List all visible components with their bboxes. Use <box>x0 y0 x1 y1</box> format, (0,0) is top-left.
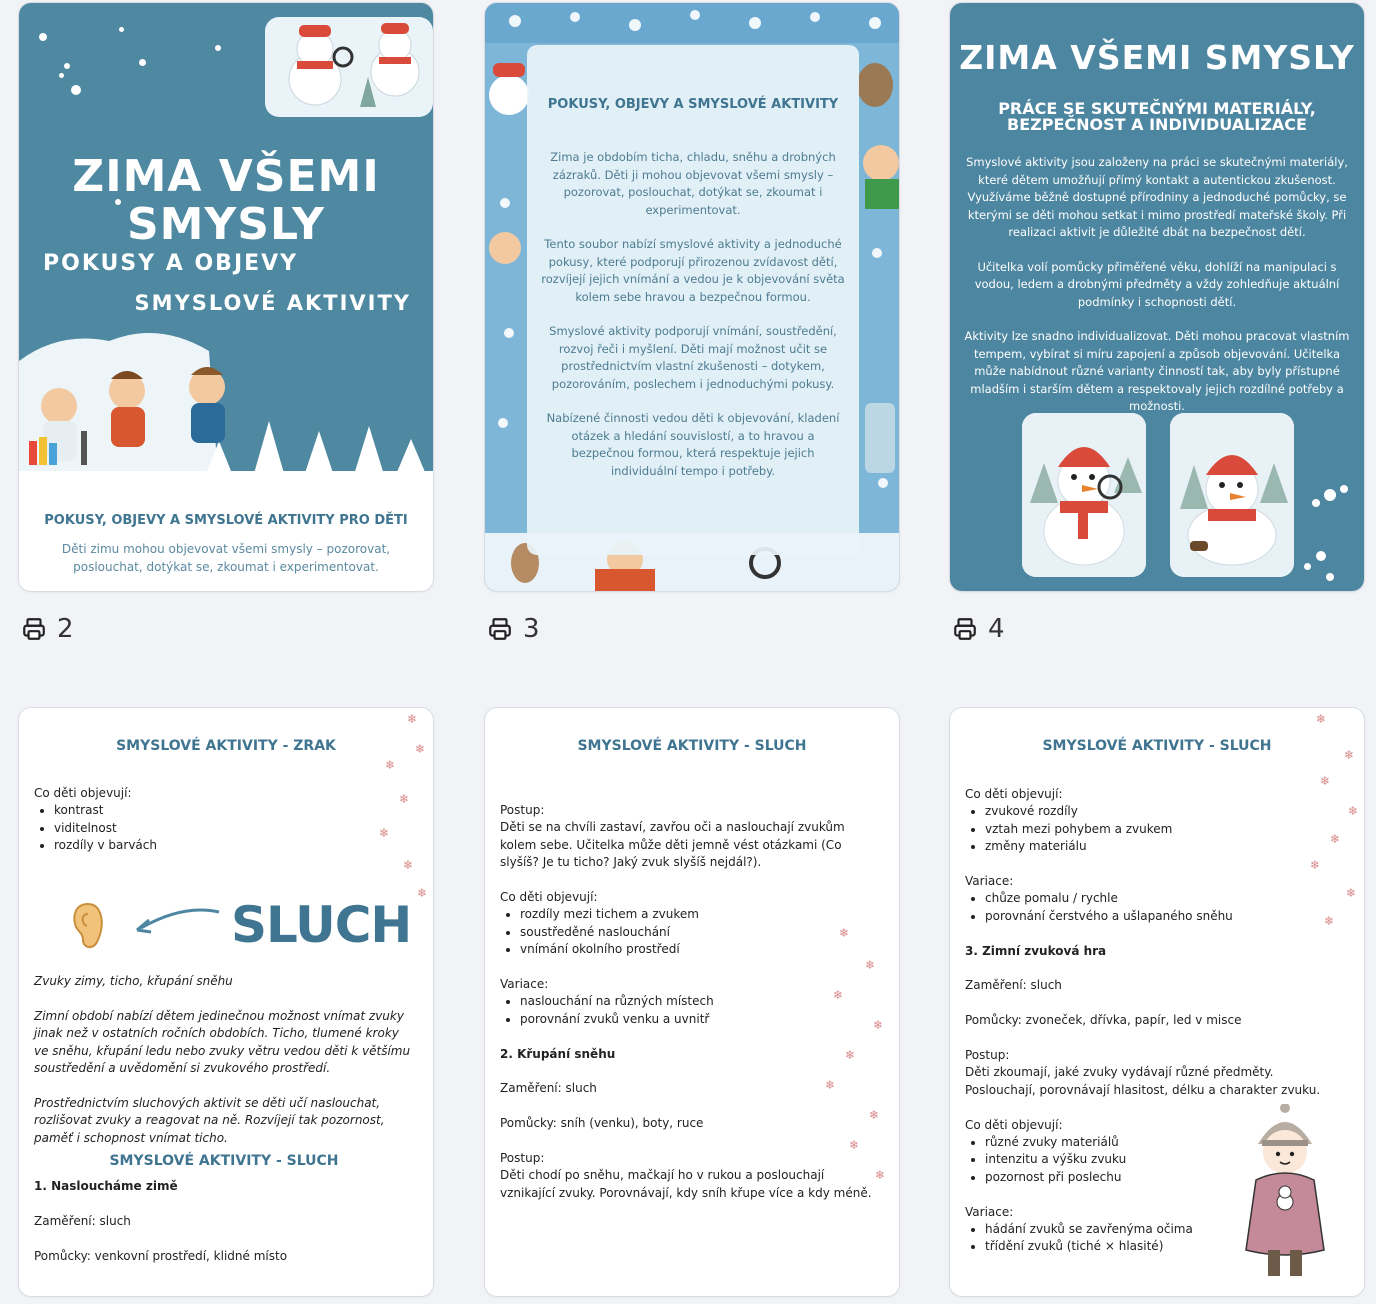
page-thumbnail-materials[interactable] <box>950 3 1364 591</box>
snowman-image <box>265 17 433 117</box>
activity-aids: Pomůcky: zvoneček, dřívka, papír, led v misce <box>965 1013 1242 1028</box>
page-thumbnail-cover[interactable] <box>19 3 433 591</box>
cover-title-line1: ZIMA VŠEMI <box>72 151 380 202</box>
intro-paragraph: Smyslové aktivity podporují vnímání, soustředění, rozvoj řeči i myšlení. Děti mají možnost učit se prostřednictvím vlastní zkušenosti – dotykem, pozorováním, poslechem i jednoduchými pokusy. <box>549 324 837 391</box>
sluch1-body <box>500 802 880 1202</box>
cover-subtitle-2: SMYSLOVÉ AKTIVITY <box>134 291 411 315</box>
page-thumbnail-sluch-2[interactable]: SMYSLOVÉ AKTIVITY - SLUCH ❄ ❄ ❄ ❄ ❄ ❄ ❄ ❄ Co děti objevují: • zvukové rozdíly • vztah mezi pohybem a zvukem • změny materiálu Variace: • chůze pomalu / rychle • porovnání čerstvého a ušlapaného sněhu 3. Zimní zvuková hra Zaměření: sluch Pomůcky: zvoneček, dřívka, papír, led v misce Postup: Děti zkoumají, jaké zvuky vydávají různé předměty. Poslouchají, porovnávají hlasitost, délku a charakter zvuku. Co děti objevují: • různé zvuky materiálů • intenzitu a výšku zvuku • pozornost při poslechu Variace: • hádání zvuků se zavřenýma očima • třídění zvuků (tiché × hlasité) <box>950 708 1364 1296</box>
materials-paragraph: Smyslové aktivity jsou založeny na práci se skutečnými materiály, které dětem umožňují přímý kontakt a autentickou zkušenost. Využíváme běžně dostupné přírodniny a jednoduché pomůcky, se kterými se děti mohou setkat i mimo prostředí mateřské školy. Při realizaci aktivit je důležité dbát na bezpečnost dětí. <box>966 155 1348 239</box>
girl-illustration <box>1242 1104 1328 1284</box>
list-item: • kontrast <box>54 802 414 819</box>
arrow-icon <box>133 906 223 938</box>
page-thumbnail-intro[interactable] <box>485 3 899 591</box>
intro-paragraph: Zima je obdobím ticha, chladu, sněhu a drobných zázraků. Děti ji mohou objevovat všemi smysly – pozorovat, poslouchat, dotýkat se, zkoumat i experimentovat. <box>550 150 836 217</box>
sluch-subtitle: SMYSLOVÉ AKTIVITY - SLUCH <box>109 1153 339 1170</box>
activity-heading: 1. Nasloucháme zimě <box>34 1179 178 1194</box>
objev-list <box>34 802 414 854</box>
activity-aids: Pomůcky: venkovní prostředí, klidné místo <box>34 1249 288 1264</box>
list-item: • třídění zvuků (tiché × hlasité) <box>985 1238 1345 1255</box>
sluch-paragraph: Zimní období nabízí dětem jedinečnou možnost vnímat zvuky jinak než v ostatních ročních obdobích. Ticho, tlumené kroky ve sněhu, křupání ledu nebo zvuky větru vedou děti k většímu soustředění a uvědomění si zvukového prostředí. <box>34 1008 411 1076</box>
postup-label: Postup: <box>500 803 545 817</box>
cover-footer-text: Děti zimu mohou objevovat všemi smysly – pozorovat, poslouchat, dotýkat se, zkoumat i experimentovat. <box>61 542 391 574</box>
materials-paragraph: Aktivity lze snadno individualizovat. Děti mohou pracovat vlastním tempem, vybírat si míru zapojení a způsob objevování. Učitelka může nabídnout různé varianty činností tak, aby byly přístupné mladším i starším dětem a respektovaly jejich rozdílné potřeby a možnosti. <box>964 329 1350 413</box>
list-item: • porovnání čerstvého a ušlapaného sněhu <box>985 908 1345 925</box>
zrak-title: SMYSLOVÉ AKTIVITY - ZRAK <box>116 738 336 754</box>
list-item: • porovnání zvuků venku a uvnitř <box>520 1011 880 1028</box>
materials-subtitle-line1: PRÁCE SE SKUTEČNÝMI MATERIÁLY, <box>998 99 1316 118</box>
intro-paragraph: Nabízené činnosti vedou děti k objevování, kladení otázek a hledání souvislostí, a to hravou a bezpečnou formou, která respektuje jejich individuální tempo i potřeby. <box>546 411 840 478</box>
list-item: • chůze pomalu / rychle <box>985 890 1345 907</box>
cover-title-line2: SMYSLY <box>126 199 326 250</box>
list-item: • naslouchání na různých místech <box>520 993 880 1010</box>
list-item: • intenzitu a výšku zvuku <box>985 1151 1345 1168</box>
list-item: • vnímání okolního prostředí <box>520 941 880 958</box>
sluch-intro-body <box>34 973 414 1265</box>
page-number-3[interactable] <box>487 614 540 644</box>
printer-icon[interactable] <box>952 616 978 642</box>
variace-label: Variace: <box>965 1204 1014 1219</box>
sluch-heading: SLUCH <box>231 896 412 954</box>
snowman-image <box>1022 413 1146 577</box>
objev-label: Co děti objevují: <box>965 1117 1063 1132</box>
sluch-paragraph: Prostřednictvím sluchových aktivit se děti učí naslouchat, rozlišovat zvuky a reagovat na ně. Rozvíjejí tak pozornost, paměť i schopnost vnímat ticho. <box>34 1095 385 1145</box>
snowman-image <box>1170 413 1294 577</box>
page-number-label: 4 <box>988 614 1005 644</box>
page-number-label: 2 <box>57 614 74 644</box>
sluch1-title: SMYSLOVÉ AKTIVITY - SLUCH <box>577 738 807 754</box>
children-illustration <box>19 321 433 491</box>
page-thumbnail-sluch-1[interactable]: SMYSLOVÉ AKTIVITY - SLUCH ❄ ❄ ❄ ❄ ❄ ❄ ❄ ❄ ❄ Postup: Děti se na chvíli zastaví, zavřou oči a naslouchají zvukům kolem sebe. Učitelka může děti jemně vést otázkami (Co slyšíš? Je tu ticho? Jaký zvuk slyšíš nejdál?). Co děti objevují: • rozdíly mezi tichem a zvukem • soustředěné naslouchání • vnímání okolního prostředí Variace: • naslouchání na různých místech • porovnání zvuků venku a uvnitř 2. Křupání sněhu Zaměření: sluch Pomůcky: sníh (venku), boty, ruce Postup: Děti chodí po sněhu, mačkají ho v rukou a poslouchají vznikající zvuky. Porovnávají, kdy sníh křupe více a kdy méně. <box>485 708 899 1296</box>
list-item: • změny materiálu <box>985 838 1345 855</box>
materials-body <box>964 154 1350 433</box>
page-thumbnail-zrak[interactable]: SMYSLOVÉ AKTIVITY - ZRAK ❄ ❄ ❄ ❄ ❄ ❄ ❄ Co děti objevují: • kontrast • viditelnost • rozdíly v barvách SLUCH Zvuky zimy, ticho, křupání sněhu Zimní období nabízí dětem jedinečnou možnost vnímat zvuky jinak než v ostatních ročních obdobích. Ticho, tlumené kroky ve sněhu, křupání ledu nebo zvuky větru vedou děti k většímu soustředění a uvědomění si zvukového prostředí. Prostřednictvím sluchových aktivit se děti učí naslouchat, rozlišovat zvuky a reagovat na ně. Rozvíjejí tak pozornost, paměť i schopnost vnímat ticho. SMYSLOVÉ AKTIVITY - SLUCH 1. Nasloucháme zimě Zaměření: sluch Pomůcky: venkovní prostředí, klidné místo <box>19 708 433 1296</box>
variace-list <box>965 890 1345 925</box>
activity-aids: Pomůcky: sníh (venku), boty, ruce <box>500 1116 704 1131</box>
objev-label: Co děti objevují: <box>34 786 132 800</box>
materials-subtitle <box>950 101 1364 133</box>
materials-subtitle-line2: BEZPEČNOST A INDIVIDUALIZACE <box>1007 115 1307 134</box>
variace-list <box>500 993 880 1028</box>
objev-list <box>965 803 1345 855</box>
variace-label: Variace: <box>500 977 549 992</box>
list-item: • viditelnost <box>54 820 414 837</box>
printer-icon[interactable] <box>487 616 513 642</box>
postup-label: Postup: <box>500 1151 545 1166</box>
list-item: • rozdíly v barvách <box>54 837 414 854</box>
intro-paragraph: Tento soubor nabízí smyslové aktivity a jednoduché pokusy, které podporují přirozenou zvídavost dětí, rozvíjejí jejich vnímání a vedou je k objevování světa kolem sebe hravou a bezpečnou formou. <box>541 237 845 304</box>
list-item: • rozdíly mezi tichem a zvukem <box>520 906 880 923</box>
list-item: • pozornost při poslechu <box>985 1169 1345 1186</box>
cover-illustration <box>19 3 433 491</box>
page-number-label: 3 <box>523 614 540 644</box>
cover-footer-title: POKUSY, OBJEVY A SMYSLOVÉ AKTIVITY PRO DĚTI <box>44 513 408 528</box>
page-number-2[interactable] <box>21 614 74 644</box>
materials-paragraph: Učitelka volí pomůcky přiměřené věku, dohlíží na manipulaci s vodou, ledem a drobnými předměty a vždy zohledňuje aktuální podmínky i schopnosti dětí. <box>974 259 1340 309</box>
list-item: • hádání zvuků se zavřenýma očima <box>985 1221 1345 1238</box>
postup-text: Děti chodí po sněhu, mačkají ho v rukou a poslouchají vznikající zvuky. Porovnávají, kdy sníh křupe více a kdy méně. <box>500 1168 872 1200</box>
objev-list <box>500 906 880 958</box>
cover-title <box>19 153 433 249</box>
cover-subtitle-1: POKUSY A OBJEVY <box>43 251 299 276</box>
list-item: • vztah mezi pohybem a zvukem <box>985 821 1345 838</box>
sluch-intro: Zvuky zimy, ticho, křupání sněhu <box>34 974 233 988</box>
materials-title: ZIMA VŠEMI SMYSLY <box>959 38 1355 77</box>
list-item: • zvukové rozdíly <box>985 803 1345 820</box>
objev-label: Co děti objevují: <box>965 787 1063 801</box>
ear-icon <box>71 902 105 950</box>
activity-heading: 2. Křupání sněhu <box>500 1046 616 1061</box>
postup-label: Postup: <box>965 1048 1010 1063</box>
activity-focus: Zaměření: sluch <box>34 1214 131 1229</box>
activity-focus: Zaměření: sluch <box>500 1081 597 1096</box>
page-number-4[interactable] <box>952 614 1005 644</box>
postup-text: Děti zkoumají, jaké zvuky vydávají různé předměty. Poslouchají, porovnávají hlasitost, délku a charakter zvuku. <box>965 1065 1321 1097</box>
list-item: • soustředěné naslouchání <box>520 924 880 941</box>
postup-text: Děti se na chvíli zastaví, zavřou oči a naslouchají zvukům kolem sebe. Učitelka může děti jemně vést otázkami (Co slyšíš? Je tu ticho? Jaký zvuk slyšíš nejdál?). <box>500 820 845 870</box>
zrak-body <box>34 785 414 855</box>
intro-title: POKUSY, OBJEVY A SMYSLOVÉ AKTIVITY <box>547 97 839 112</box>
objev-label: Co děti objevují: <box>500 890 598 905</box>
activity-heading: 3. Zimní zvuková hra <box>965 943 1107 958</box>
list-item: • různé zvuky materiálů <box>985 1134 1345 1151</box>
intro-panel <box>527 45 859 555</box>
activity-focus: Zaměření: sluch <box>965 978 1062 993</box>
variace-label: Variace: <box>965 874 1014 889</box>
printer-icon[interactable] <box>21 616 47 642</box>
sluch2-title: SMYSLOVÉ AKTIVITY - SLUCH <box>1042 738 1272 754</box>
intro-body <box>541 149 845 497</box>
